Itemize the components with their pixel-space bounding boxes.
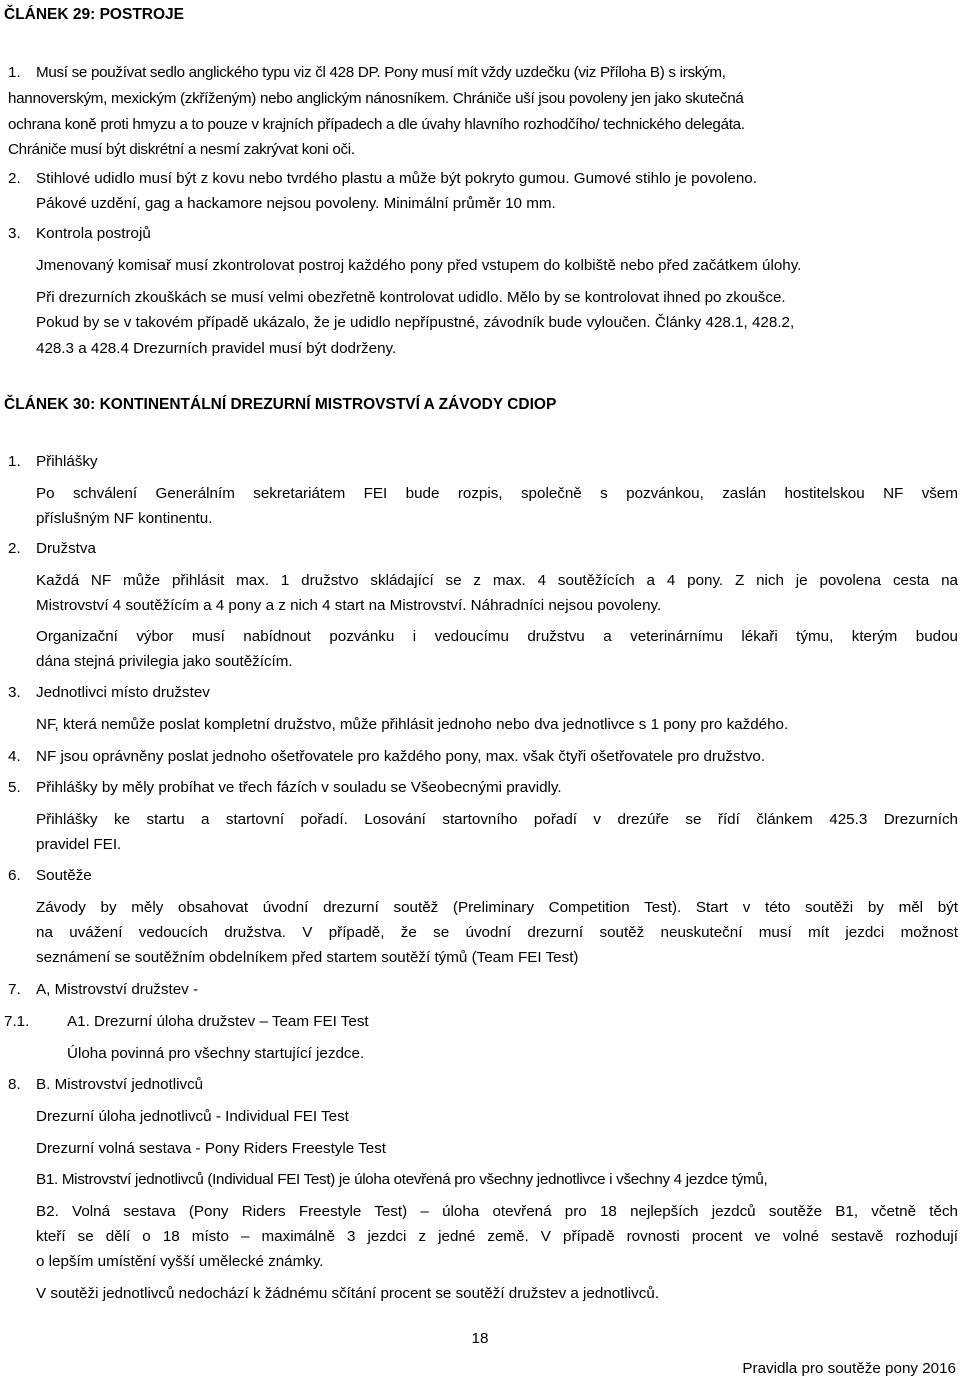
section-title: Kontrola postrojů xyxy=(36,225,151,242)
paragraph-line: pravidel FEI. xyxy=(36,836,122,853)
paragraph-line: V soutěži jednotlivců nedochází k žádnému sčítání procent se soutěží družstev a jednotlivců. xyxy=(36,1285,660,1302)
paragraph-line: 428.3 a 428.4 Drezurních pravidel musí být dodrženy. xyxy=(36,340,397,357)
paragraph-line: A1. Drezurní úloha družstev – Team FEI Test xyxy=(67,1013,369,1030)
paragraph-line: B. Mistrovství jednotlivců xyxy=(36,1076,204,1093)
paragraph-line: Přihlášky by měly probíhat ve třech fázích v souladu se Všeobecnými pravidly. xyxy=(36,779,562,796)
section-title: Jednotlivci místo družstev xyxy=(36,684,210,701)
page-number: 18 xyxy=(471,1330,489,1347)
paragraph-line: Jmenovaný komisař musí zkontrolovat postroj každého pony před vstupem do kolbiště nebo před začátkem úlohy. xyxy=(36,257,802,274)
item-number: 6. xyxy=(8,867,21,884)
item-number: 3. xyxy=(8,225,21,242)
paragraph-line: Pákové uzdění, gag a hackamore nejsou povoleny. Minimální průměr 10 mm. xyxy=(36,195,556,212)
paragraph-line: Při drezurních zkouškách se musí velmi obezřetně kontrolovat udidlo. Mělo by se kontrolovat ihned po zkoušce. xyxy=(36,289,786,306)
paragraph-line: Po schválení Generálním sekretariátem FEI bude rozpis, společně s pozvánkou, zaslán hostitelskou NF všem xyxy=(36,485,958,502)
paragraph-line: Chrániče musí být diskrétní a nesmí zakrývat koni oči. xyxy=(8,141,355,158)
paragraph-line: B2. Volná sestava (Pony Riders Freestyle Test) – úloha otevřená pro 18 nejlepších jezdců soutěže B1, včetně těch xyxy=(36,1203,958,1220)
paragraph-line: Přihlášky ke startu a startovní pořadí. Losování startovního pořadí v drezúře se řídí článkem 425.3 Drezurních xyxy=(36,811,958,828)
section-title: Družstva xyxy=(36,540,96,557)
article-30-heading: ČLÁNEK 30: KONTINENTÁLNÍ DREZURNÍ MISTROVSTVÍ A ZÁVODY CDIOP xyxy=(4,396,557,413)
paragraph-line: B1. Mistrovství jednotlivců (Individual FEI Test) je úloha otevřená pro všechny jednotlivce i všechny 4 jezdce týmů, xyxy=(36,1171,768,1188)
paragraph-line: příslušným NF kontinentu. xyxy=(36,510,213,527)
paragraph-line: Organizační výbor musí nabídnout pozvánku i vedoucímu družstvu a veterinárnímu lékaři týmu, kterým budou xyxy=(36,628,958,645)
paragraph-line: na uvážení vedoucích družstva. V případě, že se úvodní drezurní soutěž neuskuteční musí mít jezdci možnost xyxy=(36,924,958,941)
item-number: 1. xyxy=(8,64,21,81)
footer-document-title: Pravidla pro soutěže pony 2016 xyxy=(742,1360,956,1377)
paragraph-line: Stihlové udidlo musí být z kovu nebo tvrdého plastu a může být pokryto gumou. Gumové stihlo je povoleno. xyxy=(36,170,757,187)
section-title: Přihlášky xyxy=(36,453,98,470)
paragraph-line: dána stejná privilegia jako soutěžícím. xyxy=(36,653,293,670)
paragraph-line: seznámení se soutěžním obdelníkem před startem soutěží týmů (Team FEI Test) xyxy=(36,949,579,966)
paragraph-line: Každá NF může přihlásit max. 1 družstvo skládající se z max. 4 soutěžících a 4 pony. Z nich je povolena cesta na xyxy=(36,572,958,589)
item-number: 8. xyxy=(8,1076,21,1093)
paragraph-line: Mistrovství 4 soutěžícím a 4 pony a z nich 4 start na Mistrovství. Náhradníci nejsou povoleny. xyxy=(36,597,662,614)
paragraph-line: Závody by měly obsahovat úvodní drezurní soutěž (Preliminary Competition Test). Start v této soutěži by měl být xyxy=(36,899,958,916)
item-number: 2. xyxy=(8,170,21,187)
item-number: 5. xyxy=(8,779,21,796)
paragraph-line: Úloha povinná pro všechny startující jezdce. xyxy=(67,1045,365,1062)
paragraph-line: Drezurní úloha jednotlivců - Individual FEI Test xyxy=(36,1108,349,1125)
article-29-heading: ČLÁNEK 29: POSTROJE xyxy=(4,6,185,23)
item-number: 7. xyxy=(8,981,21,998)
paragraph-line: kteří se dělí o 18 místo – maximálně 3 jezdci z jedné země. V případě rovnosti procent ve volné sestavě rozhodují xyxy=(36,1228,958,1245)
paragraph-line: NF jsou oprávněny poslat jednoho ošetřovatele pro každého pony, max. však čtyři ošetřovatele pro družstvo. xyxy=(36,748,766,765)
paragraph-line: Musí se používat sedlo anglického typu viz čl 428 DP. Pony musí mít vždy uzdečku (viz Příloha B) s irským, xyxy=(36,64,726,81)
item-number: 4. xyxy=(8,748,21,765)
item-number: 2. xyxy=(8,540,21,557)
item-number: 3. xyxy=(8,684,21,701)
section-title: Soutěže xyxy=(36,867,92,884)
paragraph-line: Pokud by se v takovém případě ukázalo, že je udidlo nepřípustné, závodník bude vyloučen. Články 428.1, 428.2, xyxy=(36,314,795,331)
paragraph-line: o lepším umístění vyšší umělecké známky. xyxy=(36,1253,324,1270)
paragraph-line: NF, která nemůže poslat kompletní družstvo, může přihlásit jednoho nebo dva jednotlivce s 1 pony pro každého. xyxy=(36,716,789,733)
paragraph-line: A, Mistrovství družstev - xyxy=(36,981,199,998)
paragraph-line: Drezurní volná sestava - Pony Riders Freestyle Test xyxy=(36,1140,387,1157)
paragraph-line: hannoverským, mexickým (zkříženým) nebo anglickým nánosníkem. Chrániče uší jsou povoleny jen jako skutečná xyxy=(8,90,744,107)
paragraph-line: ochrana koně proti hmyzu a to pouze v krajních případech a dle úvahy hlavního rozhodčího/ technického delegáta. xyxy=(8,116,745,133)
item-number: 1. xyxy=(8,453,21,470)
item-number: 7.1. xyxy=(4,1013,30,1030)
